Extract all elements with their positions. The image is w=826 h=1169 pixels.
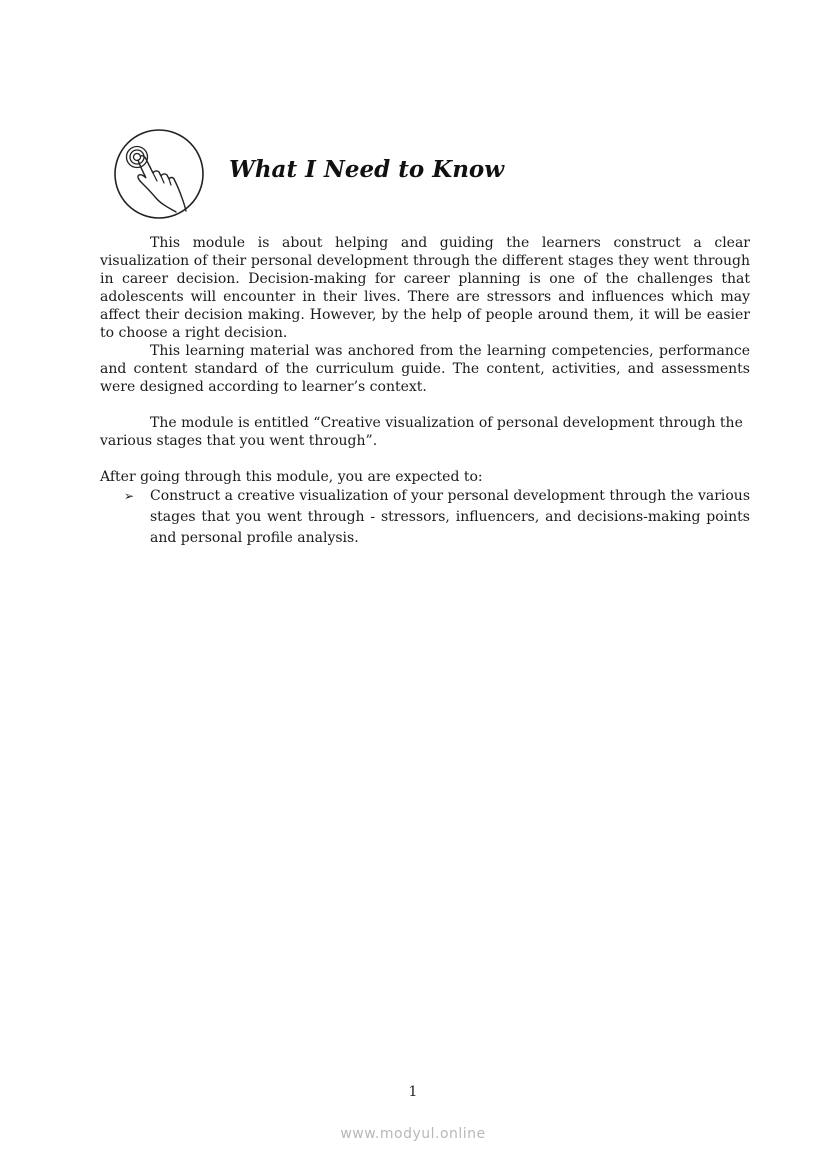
section-title: What I Need to Know bbox=[229, 156, 505, 183]
page-number: 1 bbox=[408, 1084, 418, 1100]
objective-item bbox=[100, 486, 750, 549]
objectives-intro: After going through this module, you are expected to: bbox=[100, 469, 483, 485]
intro-paragraph: This module is about helping and guiding the learners construct a clear visualization of their personal development through the different stages they went through in career decision. Decision-making for career planning is one of the challenges that adolescents will encounter in their lives. There are stressors and influences which may affect their decision making. However, by the help of people around them, it will be easier to choose a right decision. bbox=[100, 235, 750, 341]
objective-text: Construct a creative visualization of your personal development through the various stages that you went through - stressors, influencers, and decisions-making points and personal profile analysis. bbox=[150, 488, 750, 546]
material-paragraph: This learning material was anchored from the learning competencies, performance and content standard of the curriculum guide. The content, activities, and assessments were designed according to learner’s context. bbox=[100, 343, 750, 395]
watermark: www.modyul.online bbox=[340, 1126, 486, 1142]
module-title-paragraph: The module is entitled “Creative visualization of personal development through the various stages that you went through”. bbox=[100, 415, 743, 449]
touch-hand-icon bbox=[113, 128, 205, 220]
module-body bbox=[100, 234, 750, 549]
arrow-bullet-icon: ➢ bbox=[124, 489, 135, 503]
